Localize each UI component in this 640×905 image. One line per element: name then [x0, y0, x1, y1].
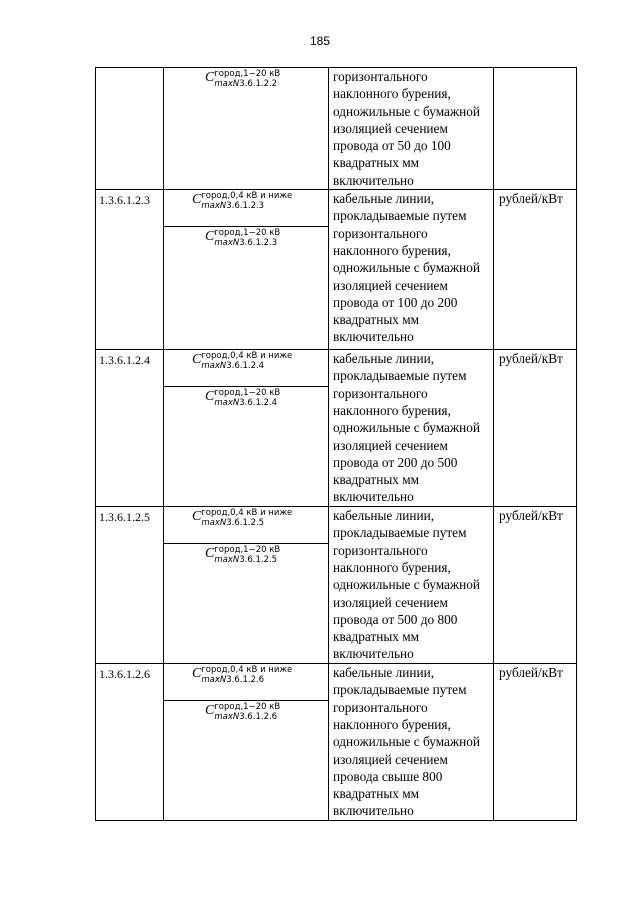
table-row	[96, 68, 577, 190]
formula-subscript: maxN3.6.1.2.5	[214, 555, 278, 566]
formula-superscript: город,0,4 кВ и ниже	[201, 351, 293, 362]
table-row	[96, 350, 577, 507]
formula-subscript: maxN3.6.1.2.2	[214, 79, 278, 89]
formula-symbol: C	[205, 703, 215, 719]
formula-superscript: город,0,4 кВ и ниже	[201, 191, 293, 202]
page-number: 185	[309, 34, 331, 48]
row-unit: рублей/кВт	[494, 350, 577, 507]
formula-symbol: C	[192, 509, 202, 525]
row-description: кабельные линии, прокладываемые путем горизонтального наклонного бурения, одножильные с бумажной изоляцией сечением провода от 200 до 500 квадратных мм включительно	[329, 350, 494, 507]
rate-formula	[164, 664, 328, 701]
formula-superscript: город,1−20 кВ	[214, 702, 281, 713]
formula-subscript: maxN3.6.1.2.6	[214, 712, 278, 723]
row-code	[96, 68, 164, 190]
formula-cell	[164, 507, 329, 664]
formula-subscript: maxN3.6.1.2.3	[201, 201, 265, 212]
row-code: 1.3.6.1.2.3	[96, 190, 164, 350]
row-description: горизонтального наклонного бурения, одножильные с бумажной изоляцией сечением провода от 50 до 100 квадратных мм включительно	[329, 68, 494, 190]
row-unit	[494, 68, 577, 190]
row-unit: рублей/кВт	[494, 190, 577, 350]
table-row	[96, 507, 577, 664]
formula-superscript: город,1−20 кВ	[214, 545, 281, 556]
row-unit: рублей/кВт	[494, 664, 577, 821]
rate-formula	[164, 544, 328, 580]
row-description: кабельные линии, прокладываемые путем горизонтального наклонного бурения, одножильные с бумажной изоляцией сечением провода от 500 до 800 квадратных мм включительно	[329, 507, 494, 664]
row-unit: рублей/кВт	[494, 507, 577, 664]
formula-subscript: maxN3.6.1.2.6	[201, 675, 265, 686]
formula-superscript: город,1−20 кВ	[214, 388, 281, 399]
row-code: 1.3.6.1.2.4	[96, 350, 164, 507]
rate-formula	[164, 387, 328, 423]
formula-cell	[164, 68, 329, 190]
row-code: 1.3.6.1.2.5	[96, 507, 164, 664]
rate-formula	[164, 350, 328, 387]
formula-cell	[164, 190, 329, 350]
formula-superscript: город,1−20 кВ	[214, 69, 281, 79]
table-row	[96, 190, 577, 350]
formula-symbol: C	[192, 352, 202, 368]
formula-cell	[164, 350, 329, 507]
formula-subscript: maxN3.6.1.2.4	[201, 361, 265, 372]
row-description: кабельные линии, прокладываемые путем горизонтального наклонного бурения, одножильные с бумажной изоляцией сечением провода от 100 до 200 квадратных мм включительно	[329, 190, 494, 350]
tariff-table	[95, 67, 577, 821]
row-description: кабельные линии, прокладываемые путем горизонтального наклонного бурения, одножильные с бумажной изоляцией сечением провода свыше 800 квадратных мм включительно	[329, 664, 494, 821]
formula-superscript: город,0,4 кВ и ниже	[201, 665, 293, 676]
formula-symbol: C	[205, 70, 215, 85]
rate-formula	[164, 190, 328, 227]
rate-formula	[164, 507, 328, 544]
formula-subscript: maxN3.6.1.2.4	[214, 398, 278, 409]
formula-superscript: город,0,4 кВ и ниже	[201, 508, 293, 519]
formula-cell	[164, 664, 329, 821]
formula-subscript: maxN3.6.1.2.5	[201, 518, 265, 529]
rate-formula	[164, 701, 328, 737]
formula-symbol: C	[205, 546, 215, 562]
formula-subscript: maxN3.6.1.2.3	[214, 238, 278, 249]
formula-symbol: C	[205, 389, 215, 405]
formula-symbol: C	[205, 229, 215, 245]
rate-formula	[164, 227, 328, 263]
formula-symbol: C	[192, 192, 202, 208]
row-code: 1.3.6.1.2.6	[96, 664, 164, 821]
formula-symbol: C	[192, 666, 202, 682]
formula-superscript: город,1−20 кВ	[214, 228, 281, 239]
rate-formula	[164, 68, 328, 104]
table-row	[96, 664, 577, 821]
table-body	[96, 68, 577, 821]
